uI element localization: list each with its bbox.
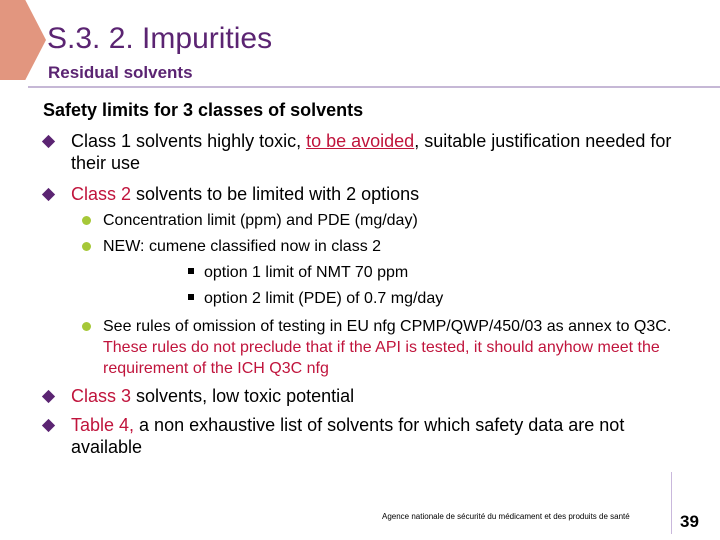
slide-title: S.3. 2. Impurities [47,22,273,55]
table-4-label: Table 4, [71,415,135,435]
title-divider [28,86,720,88]
diamond-bullet-icon [42,390,55,403]
bullet-class-1 [43,130,683,174]
bullet-text: Class 2 solvents to be limited with 2 options [71,184,420,204]
sub-bullet-concentration: Concentration limit (ppm) and PDE (mg/day) [82,210,682,231]
circle-bullet-icon [82,242,91,251]
footer-agency: Agence nationale de sécurité du médicament et des produits de santé [382,512,630,521]
bullet-class-2 [43,183,683,205]
circle-bullet-icon [82,322,91,331]
option-2: option 2 limit (PDE) of 0.7 mg/day [188,289,443,309]
option-1: option 1 limit of NMT 70 ppm [188,263,408,283]
bullet-table-4: Table 4, a non exhaustive list of solvents for which safety data are not available [43,414,683,458]
corner-decoration [0,0,46,80]
rules-emphasis: These rules do not preclude that if the API is tested, it should anyhow meet the requirement of the ICH Q3C nfg [103,339,660,377]
footer-divider [671,472,672,534]
sub-bullet-cumene: NEW: cumene classified now in class 2 [82,236,682,257]
circle-bullet-icon [82,216,91,225]
bullet-text: Class 1 solvents highly toxic, to be avoided, suitable justification needed for their use [71,131,672,173]
emphasis-avoided: to be avoided [306,131,415,151]
section-heading: Safety limits for 3 classes of solvents [43,100,364,120]
class-2-label: Class 2 [71,184,132,204]
new-label: NEW [103,238,141,255]
diamond-bullet-icon [42,419,55,432]
class-1-label: Class 1 [71,131,132,151]
sub-bullet-omission: See rules of omission of testing in EU nfg CPMP/QWP/450/03 as annex to Q3C. These rules do not preclude that if the API is tested, it should anyhow meet the requirement of the ICH Q3C nfg [82,316,682,379]
slide-subtitle: Residual solvents [48,63,193,82]
square-bullet-icon [188,268,194,274]
square-bullet-icon [188,294,194,300]
diamond-bullet-icon [42,188,55,201]
page-number: 39 [680,512,699,531]
diamond-bullet-icon [42,135,55,148]
class-3-label: Class 3 [71,386,132,406]
bullet-class-3: Class 3 solvents, low toxic potential [43,385,683,407]
